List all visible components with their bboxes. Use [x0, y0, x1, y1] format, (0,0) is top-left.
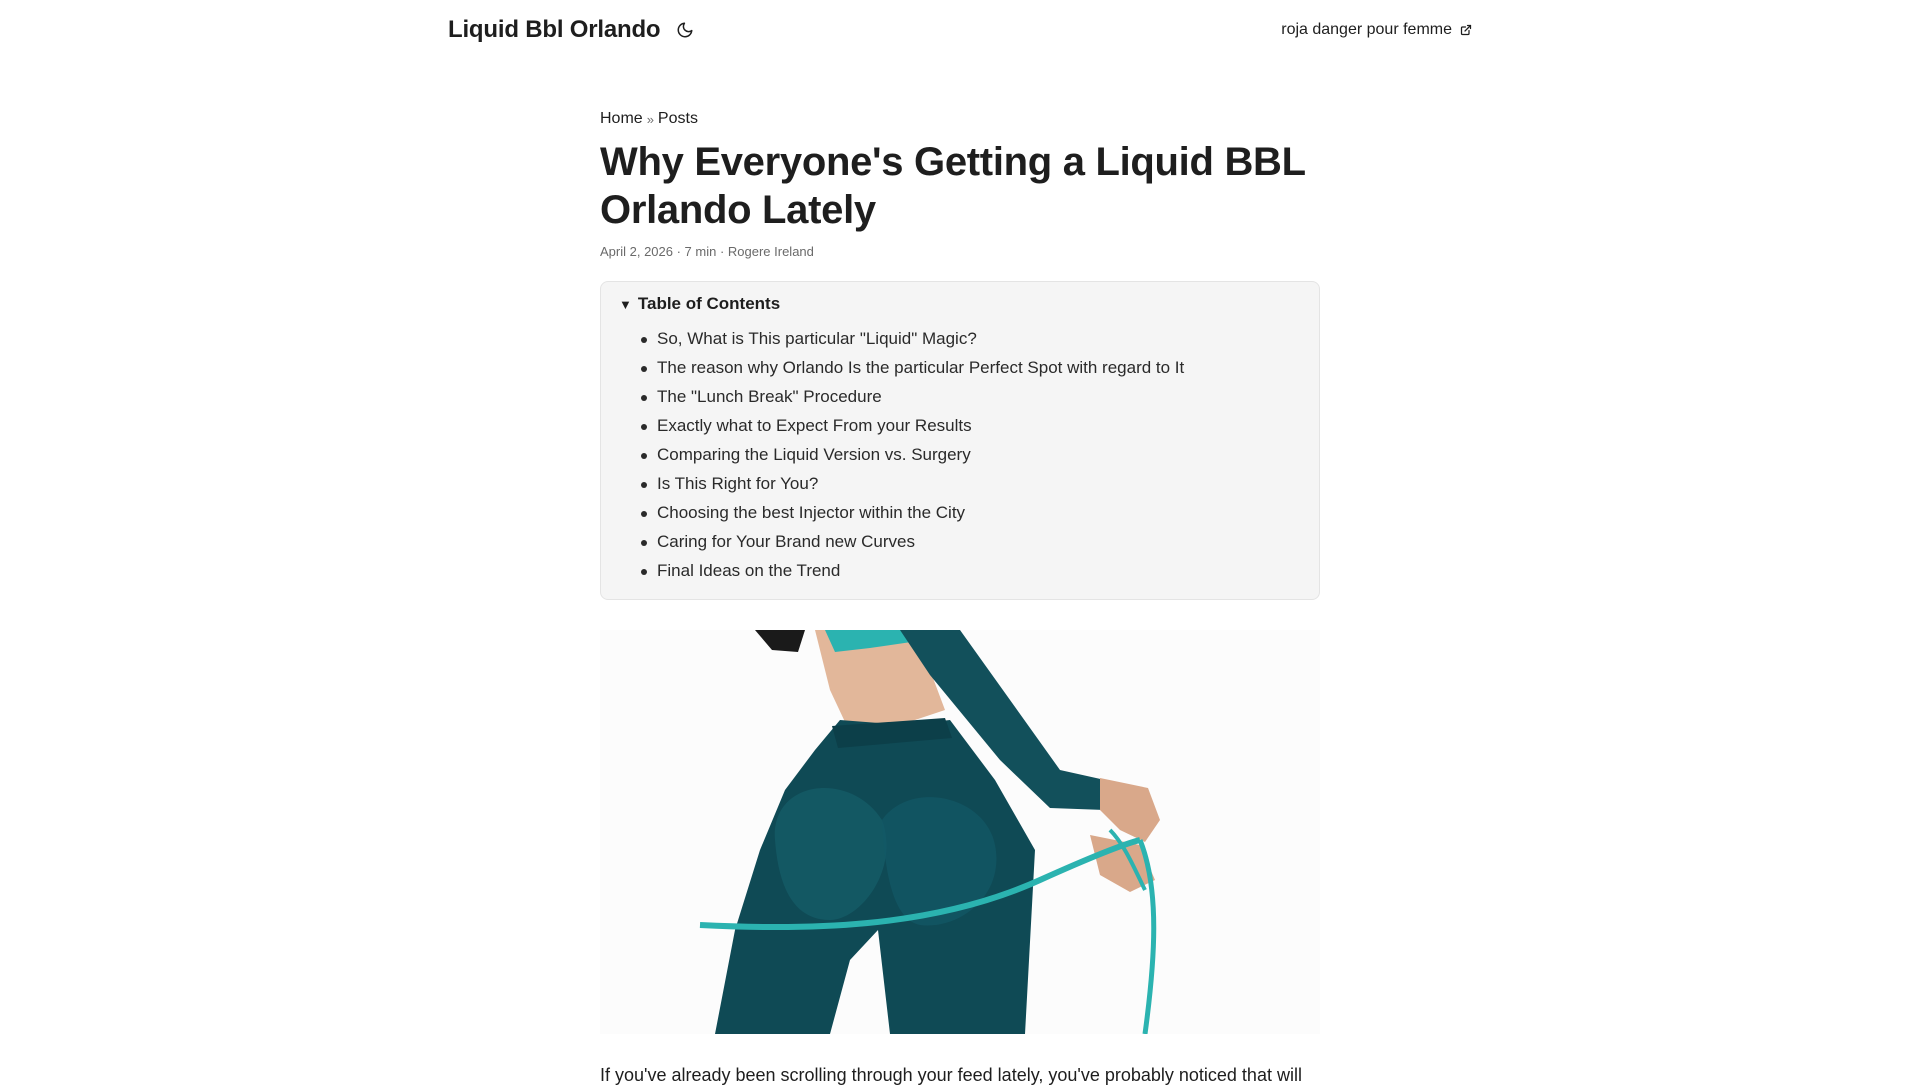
toc-item [639, 440, 1301, 469]
toc-item [639, 353, 1301, 382]
logo-switch [448, 16, 696, 44]
cover-illustration [600, 630, 1320, 1034]
menu-link-roja-danger[interactable] [1281, 21, 1472, 39]
toc-link[interactable]: Choosing the best Injector within the City [657, 503, 966, 522]
toc-link[interactable]: Final Ideas on the Trend [657, 561, 841, 580]
toc-link[interactable]: So, What is This particular "Liquid" Magic? [657, 329, 977, 348]
page-title: Why Everyone's Getting a Liquid BBL Orlando Lately [600, 140, 1306, 232]
site-header [448, 0, 1472, 60]
breadcrumb-separator: » [646, 111, 654, 127]
toc-list [619, 324, 1301, 585]
post-main [600, 110, 1320, 1090]
table-of-contents [600, 281, 1320, 600]
toc-link[interactable]: Caring for Your Brand new Curves [657, 532, 915, 551]
toc-item [639, 324, 1301, 353]
toc-item [639, 556, 1301, 585]
triangle-down-icon: ▼ [619, 296, 632, 312]
toc-item [639, 527, 1301, 556]
cover-image [600, 630, 1320, 1034]
breadcrumb-home[interactable]: Home [600, 110, 643, 127]
theme-toggle-button[interactable] [674, 19, 696, 41]
moon-icon [676, 21, 694, 39]
post-intro: If you've already been scrolling through your feed lately, you've probably noticed that will [600, 1065, 1302, 1085]
site-logo[interactable]: Liquid Bbl Orlando [448, 16, 661, 43]
toc-toggle[interactable] [619, 294, 1301, 314]
toc-link[interactable]: Exactly what to Expect From your Results [657, 416, 972, 435]
toc-item [639, 411, 1301, 440]
menu-link-label: roja danger pour femme [1281, 21, 1452, 38]
toc-link[interactable]: Comparing the Liquid Version vs. Surgery [657, 445, 971, 464]
toc-item [639, 382, 1301, 411]
toc-item [639, 469, 1301, 498]
toc-summary-label: Table of Contents [637, 294, 781, 313]
toc-link[interactable]: The "Lunch Break" Procedure [657, 387, 882, 406]
toc-link[interactable]: Is This Right for You? [657, 474, 819, 493]
breadcrumb [600, 110, 1320, 128]
breadcrumb-posts[interactable]: Posts [657, 110, 698, 127]
post-meta: April 2, 2026 · 7 min · Rogere Ireland [600, 244, 814, 259]
toc-link[interactable]: The reason why Orlando Is the particular Perfect Spot with regard to It [657, 358, 1185, 377]
external-link-icon [1460, 24, 1472, 36]
toc-item [639, 498, 1301, 527]
